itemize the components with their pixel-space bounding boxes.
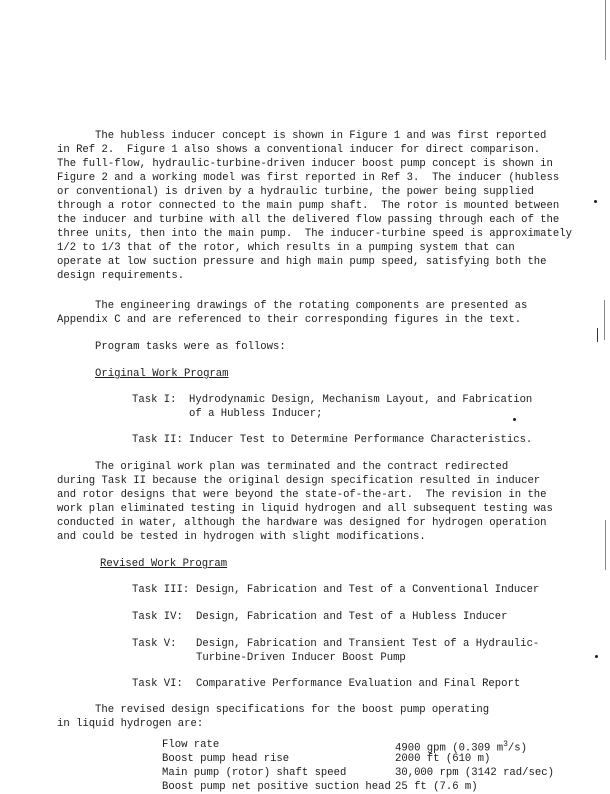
task-1-line-1: Hydrodynamic Design, Mechanism Layout, and Fabrication <box>189 394 533 406</box>
task-3-label: Task III: <box>132 584 190 596</box>
spec-2-label: Boost pump head rise <box>162 753 290 765</box>
scan-speck <box>594 200 597 203</box>
task-3-line-1: Design, Fabrication and Test of a Conventional Inducer <box>196 584 540 596</box>
task-5-line-1: Design, Fabrication and Transient Test of a Hydraulic- <box>196 638 540 650</box>
p1-line-11: design requirements. <box>57 270 185 282</box>
spec-1-label: Flow rate <box>162 739 220 751</box>
task-1-line-2: of a Hubless Inducer; <box>189 408 323 420</box>
task-4-line-1: Design, Fabrication and Test of a Hubless Inducer <box>196 611 508 623</box>
scan-edge-artifact <box>597 328 598 342</box>
task-2-label: Task II: <box>132 434 183 446</box>
p3-line-1: The original work plan was terminated and the contract redirected <box>95 461 509 473</box>
p2-line-1: The engineering drawings of the rotating components are presented as <box>95 300 528 312</box>
p1-line-6: through a rotor connected to the main pump shaft. The rotor is mounted between <box>57 200 560 212</box>
p1-line-5: or conventional) is driven by a hydraulic turbine, the power being supplied <box>57 186 534 198</box>
spec-1-superscript: 3 <box>503 740 508 749</box>
scan-edge-artifact <box>604 300 605 340</box>
p1-line-7: the inducer and turbine with all the delivered flow passing through each of the <box>57 214 560 226</box>
p4-line-1: The revised design specifications for the boost pump operating <box>95 704 490 716</box>
spec-4-label: Boost pump net positive suction head <box>162 781 391 793</box>
spec-3-label: Main pump (rotor) shaft speed <box>162 767 347 779</box>
task-5-label: Task V: <box>132 638 177 650</box>
spec-2-value: 2000 ft (610 m) <box>395 753 491 765</box>
p3-line-4: work plan eliminated testing in liquid hydrogen and all subsequent testing was <box>57 503 553 515</box>
task-6-line-1: Comparative Performance Evaluation and Final Report <box>196 678 521 690</box>
p3-line-3: and rotor designs that were beyond the state-of-the-art. The revision in the <box>57 489 547 501</box>
p1-line-9: 1/2 to 1/3 that of the rotor, which results in a pumping system that can <box>57 242 515 254</box>
p1-line-8: three units, then into the main pump. The inducer-turbine speed is approximately <box>57 228 572 240</box>
task-2-line-1: Inducer Test to Determine Performance Characteristics. <box>189 434 533 446</box>
task-6-label: Task VI: <box>132 678 183 690</box>
p2-line-2: Appendix C and are referenced to their corresponding figures in the text. <box>57 314 522 326</box>
original-program-heading: Original Work Program <box>95 368 229 380</box>
p1-line-10: operate at low suction pressure and high main pump speed, satisfying both the <box>57 256 547 268</box>
p3-line-6: and could be tested in hydrogen with slight modifications. <box>57 531 426 543</box>
p1-line-1: The hubless inducer concept is shown in Figure 1 and was first reported <box>95 130 547 142</box>
p1-line-4: Figure 2 and a working model was first reported in Ref 3. The inducer (hubless <box>57 172 560 184</box>
task-1-label: Task I: <box>132 394 177 406</box>
tasks-intro: Program tasks were as follows: <box>95 341 286 353</box>
spec-3-value: 30,000 rpm (3142 rad/sec) <box>395 767 554 779</box>
scan-speck <box>595 655 598 658</box>
revised-program-heading: Revised Work Program <box>100 558 228 570</box>
p4-line-2: in liquid hydrogen are: <box>57 718 204 730</box>
task-4-label: Task IV: <box>132 611 183 623</box>
p1-line-3: The full-flow, hydraulic-turbine-driven inducer boost pump concept is shown in <box>57 158 553 170</box>
scan-edge-artifact <box>605 520 606 570</box>
scan-edge-artifact <box>605 0 606 60</box>
spec-4-value: 25 ft (7.6 m) <box>395 781 478 793</box>
task-5-line-2: Turbine-Driven Inducer Boost Pump <box>196 652 406 664</box>
p1-line-2: in Ref 2. Figure 1 also shows a conventional inducer for direct comparison. <box>57 144 541 156</box>
spec-1-value-main: 4900 gpm (0.309 m <box>395 742 504 755</box>
p3-line-2: during Task II because the original design specification resulted in inducer <box>57 475 541 487</box>
scan-speck <box>513 418 516 421</box>
p3-line-5: conducted in water, although the hardware was designed for hydrogen operation <box>57 517 547 529</box>
spec-1-value-suffix: /s) <box>507 742 527 755</box>
